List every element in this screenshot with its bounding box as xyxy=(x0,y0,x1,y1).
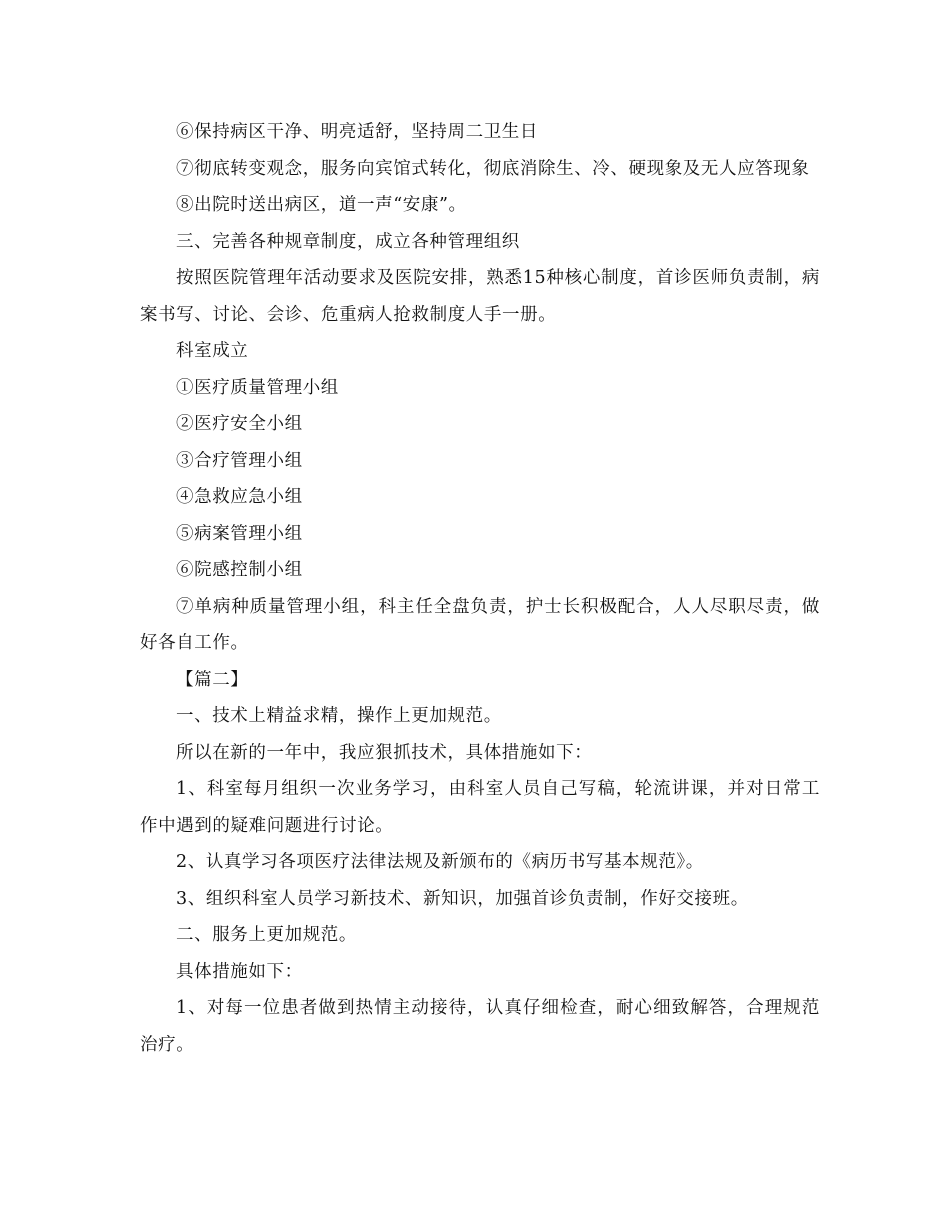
section-heading: 三、完善各种规章制度，成立各种管理组织 xyxy=(176,231,520,252)
paragraph: 所以在新的一年中，我应狠抓技术，具体措施如下： xyxy=(176,742,593,763)
list-item: ④急救应急小组 xyxy=(176,487,303,507)
list-item: 2、认真学习各项医疗法律法规及新颁布的《病历书写基本规范》。 xyxy=(176,852,704,872)
list-item: 1、对每一位患者做到热情主动接待，认真仔细检查，耐心细致解答，合理规范治疗。 xyxy=(140,998,820,1055)
list-item: ③合疗管理小组 xyxy=(176,450,303,471)
list-item: ⑤病案管理小组 xyxy=(176,523,303,544)
section-heading: 二、服务上更加规范。 xyxy=(176,925,357,945)
paragraph: ⑧出院时送出病区，道一声“安康”。 xyxy=(176,195,467,215)
list-item: ⑦单病种质量管理小组，科主任全盘负责，护士长积极配合，人人尽职尽责，做好各自工作。 xyxy=(140,596,820,653)
document-body xyxy=(140,114,820,1063)
list-item: 3、组织科室人员学习新技术、新知识，加强首诊负责制，作好交接班。 xyxy=(176,888,749,909)
paragraph: 科室成立 xyxy=(176,341,249,361)
list-item: ⑥院感控制小组 xyxy=(176,560,303,580)
list-item: ②医疗安全小组 xyxy=(176,414,303,434)
section-heading: 一、技术上精益求精，操作上更加规范。 xyxy=(176,706,502,726)
part-heading: 【篇二】 xyxy=(176,669,249,690)
paragraph: ⑥保持病区干净、明亮适舒，坚持周二卫生日 xyxy=(176,122,538,142)
paragraph: 具体措施如下： xyxy=(176,961,303,982)
list-item: 1、科室每月组织一次业务学习，由科室人员自己写稿，轮流讲课，并对日常工作中遇到的疑难问题进行讨论。 xyxy=(140,779,820,836)
paragraph: 按照医院管理年活动要求及医院安排，熟悉15种核心制度，首诊医师负责制，病案书写、讨论、会诊、危重病人抢救制度人手一册。 xyxy=(140,268,820,325)
list-item: ①医疗质量管理小组 xyxy=(176,377,339,398)
paragraph: ⑦彻底转变观念，服务向宾馆式转化，彻底消除生、冷、硬现象及无人应答现象 xyxy=(176,158,810,179)
